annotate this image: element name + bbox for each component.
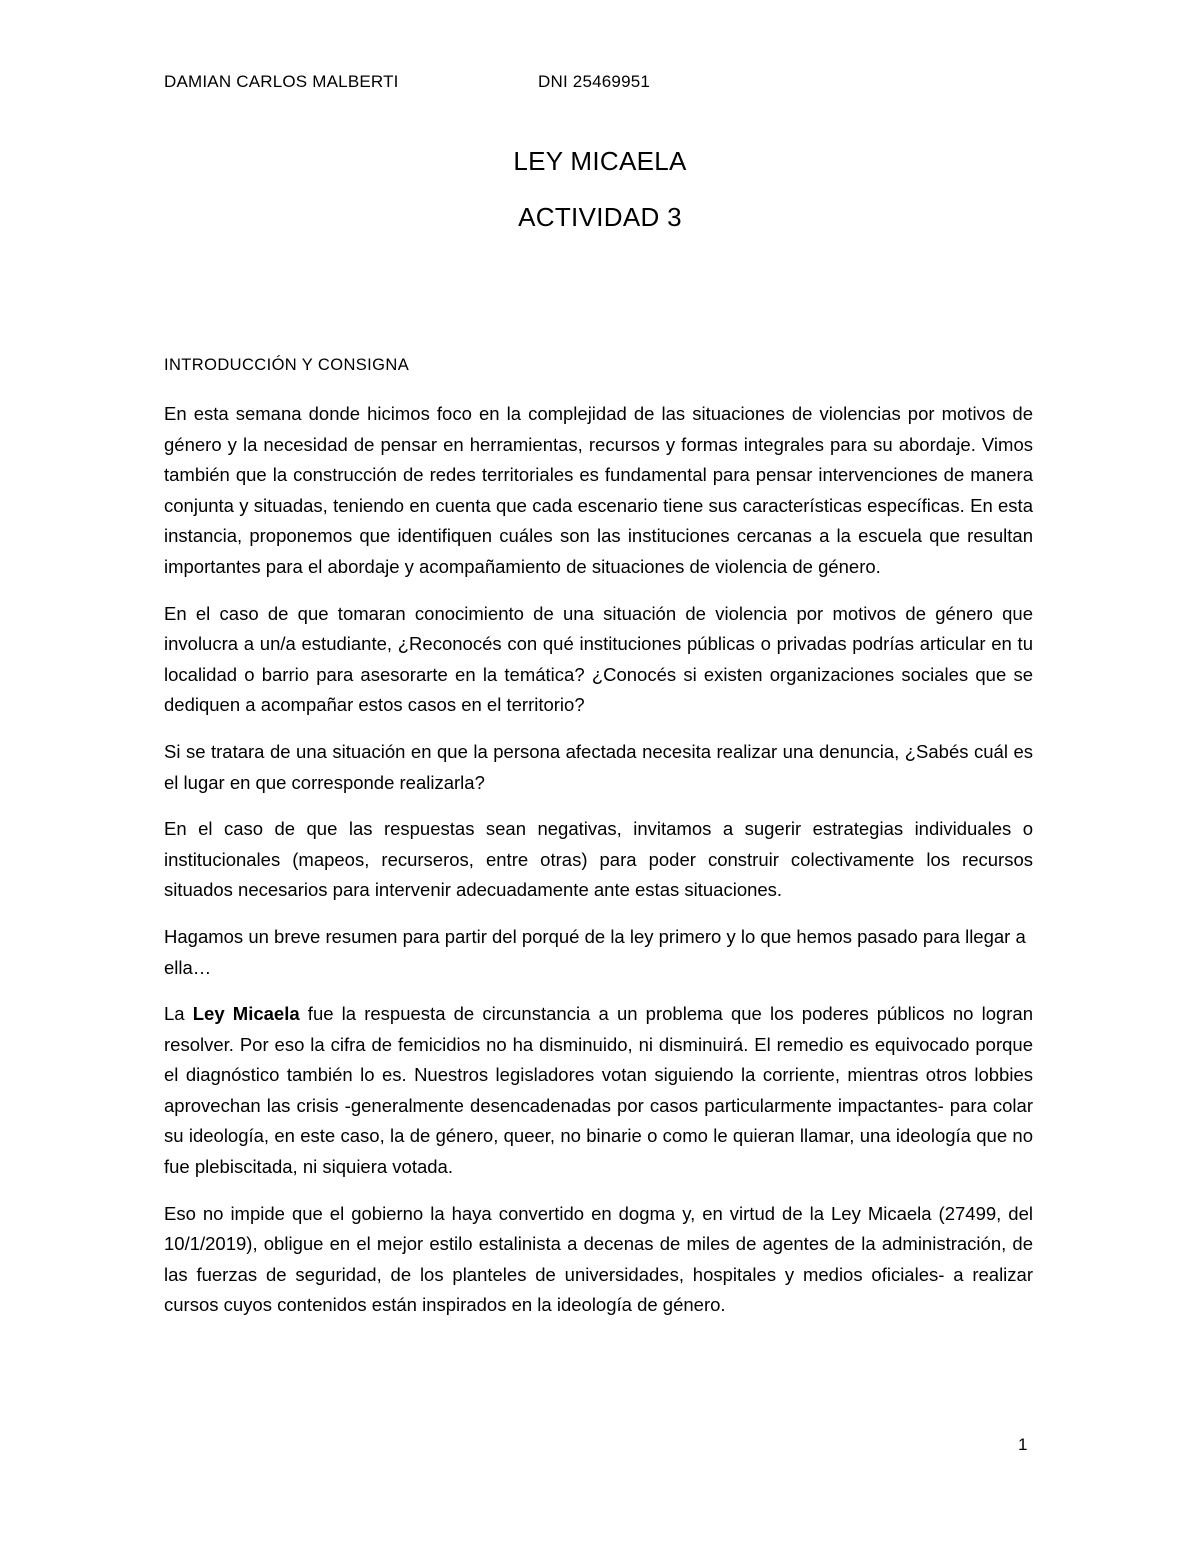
paragraph-1: En esta semana donde hicimos foco en la complejidad de las situaciones de violencias por motivos de género y la necesidad de pensar en herramientas, recursos y formas integrales para su abordaje. Vimos también que la construcción de redes territoriales es fundamental para pensar intervenciones de manera conjunta y situadas, teniendo en cuenta que cada escenario tiene sus características específicas. En esta instancia, proponemos que identifiquen cuáles son las instituciones cercanas a la escuela que resultan importantes para el abordaje y acompañamiento de situaciones de violencia de género. [164,403,1033,577]
paragraph-4: En el caso de que las respuestas sean negativas, invitamos a sugerir estrategias individuales o institucionales (mapeos, recurseros, entre otras) para poder construir colectivamente los recursos situados necesarios para intervenir adecuadamente ante estas situaciones. [164,818,1033,901]
author-name: DAMIAN CARLOS MALBERTI [164,72,399,91]
paragraph-3: Si se tratara de una situación en que la persona afectada necesita realizar una denuncia, ¿Sabés cuál es el lugar en que corresponde realizarla? [164,740,1033,793]
author-dni: DNI 25469951 [538,72,651,91]
paragraph-2: En el caso de que tomaran conocimiento de una situación de violencia por motivos de género que involucra a un/a estudiante, ¿Reconocés con qué instituciones públicas o privadas podrías articular en tu localidad o barrio para asesorarte en la temática? ¿Conocés si existen organizaciones sociales que se dediquen a acompañar estos casos en el territorio? [164,602,1033,716]
paragraph-7: Eso no impide que el gobierno la haya convertido en dogma y, en virtud de la Ley Micaela (27499, del 10/1/2019), obligue en el mejor estilo estalinista a decenas de miles de agentes de la administración, de las fuerzas de seguridad, de los planteles de universidades, hospitales y medios oficiales- a realizar cursos cuyos contenidos están inspirados en la ideología de género. [164,1202,1033,1316]
page-number: 1 [1018,1435,1028,1454]
document-title: LEY MICAELA [513,146,687,176]
law-name-bold: Ley Micaela [192,1003,300,1025]
section-heading: INTRODUCCIÓN Y CONSIGNA [164,356,410,374]
paragraph-6-prefix: La [164,1003,193,1025]
document-body [164,399,1033,1337]
paragraph-5: Hagamos un breve resumen para partir del porqué de la ley primero y lo que hemos pasado para llegar a ella… [164,925,1026,978]
paragraph-6-text: fue la respuesta de circunstancia a un problema que los poderes públicos no logran resolver. Por eso la cifra de femicidios no ha disminuido, ni disminuirá. El remedio es equivocado porque el diagnóstico también lo es. Nuestros legisladores votan siguiendo la corriente, mientras otros lobbies aprovechan las crisis -generalmente desencadenadas por casos particularmente impactantes- para colar su ideología, en este caso, la de género, queer, no binarie o como le quieran llamar, una ideología que no fue plebiscitada, ni siquiera votada. [164,1003,1034,1178]
paragraph-6 [164,999,1033,1183]
document-subtitle: ACTIVIDAD 3 [518,202,682,232]
page-header [164,72,1044,98]
